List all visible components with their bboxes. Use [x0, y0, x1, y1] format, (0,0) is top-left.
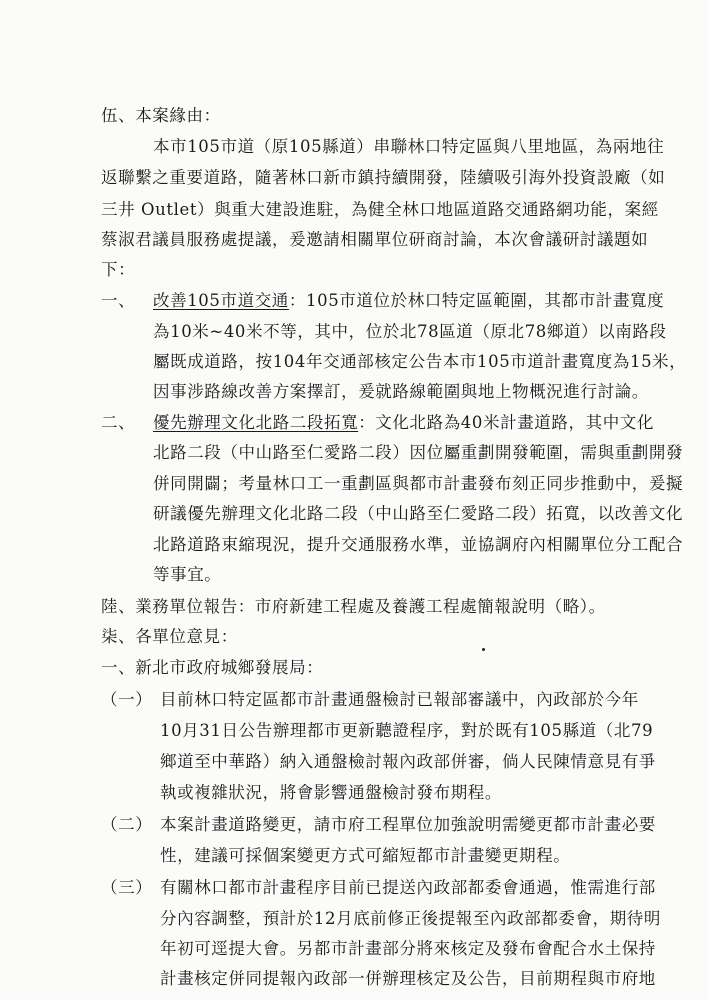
sub-1-line: 鄉道至中華路）納入通盤檢討報內政部併審，倘人民陳情意見有爭	[160, 752, 656, 771]
item-1-text: ：105市道位於林口特定區範圍，其都市計畫寬度	[288, 291, 665, 310]
item-1-title: 改善105市道交通	[153, 291, 289, 310]
paragraph-line: 下：	[101, 260, 136, 279]
paragraph-line: 本市105市道（原105縣道）串聯林口特定區與八里地區，為兩地往	[153, 137, 665, 156]
item-2-line	[153, 413, 654, 433]
scan-speck	[482, 648, 485, 651]
sub-marker: （二）	[101, 815, 153, 834]
sub-1-line: 目前林口特定區都市計畫通盤檢討已報部審議中，內政部於今年	[160, 690, 639, 709]
item-2-title: 優先辦理文化北路二段拓寬	[153, 413, 359, 432]
opinion-heading: 一、新北市政府城鄉發展局：	[101, 658, 324, 677]
item-1-line: 因事涉路線改善方案擇訂，爰就路線範圍與地上物概況進行討論。	[153, 382, 649, 401]
paragraph-line: 三井 Outlet）與重大建設進駐，為健全林口地區道路交通路網功能，案經	[101, 200, 659, 219]
item-1-line	[153, 291, 664, 311]
item-2-line: 北路二段（中山路至仁愛路二段）因位屬重劃開發範圍，需與重劃開發	[153, 443, 684, 462]
sub-marker: （一）	[101, 690, 153, 709]
item-2-text: ：文化北路為40米計畫道路，其中文化	[358, 413, 654, 432]
sub-3-line: 計畫核定併同提報內政部一併辦理核定及公告，目前期程與市府地	[160, 969, 656, 988]
sub-3-line: 分內容調整，預計於12月底前修正後提報至內政部都委會，期待明	[160, 909, 661, 928]
section-heading-7: 柒、各單位意見：	[101, 627, 238, 646]
item-2-line: 併同開闢；考量林口工一重劃區與都市計畫發布刻正同步推動中，爰擬	[153, 474, 684, 493]
item-2-line: 等事宜。	[153, 565, 222, 584]
section-heading-5: 伍、本案緣由：	[101, 106, 221, 125]
item-1-line: 屬既成道路，按104年交通部核定公告本市105市道計畫寬度為15米，	[153, 352, 687, 371]
item-marker: 一、	[101, 291, 136, 310]
item-2-line: 研議優先辦理文化北路二段（中山路至仁愛路二段）拓寬，以改善文化	[153, 504, 684, 523]
sub-2-line: 性，建議可採個案變更方式可縮短都市計畫變更期程。	[160, 846, 571, 865]
section-heading-6: 陸、業務單位報告：市府新建工程處及養護工程處簡報說明（略）。	[101, 597, 606, 616]
paragraph-line: 返聯繫之重要道路，隨著林口新市鎮持續開發，陸續吸引海外投資設廠（如	[101, 168, 666, 187]
sub-1-line: 執或複雜狀況，將會影響通盤檢討發布期程。	[160, 783, 502, 802]
sub-3-line: 有關林口都市計畫程序目前已提送內政部都委會通過，惟需進行部	[160, 878, 656, 897]
sub-2-line: 本案計畫道路變更，請市府工程單位加強說明需變更都市計畫必要	[160, 815, 656, 834]
sub-3-line: 年初可逕提大會。另都市計畫部分將來核定及發布會配合水土保持	[160, 939, 656, 958]
paragraph-line: 蔡淑君議員服務處提議，爰邀請相關單位研商討論，本次會議研討議題如	[101, 230, 649, 249]
sub-1-line: 10月31日公告辦理都市更新聽證程序，對於既有105縣道（北79	[160, 721, 654, 740]
item-marker: 二、	[101, 413, 136, 432]
item-2-line: 北路道路束縮現況，提升交通服務水準，並協調府內相關單位分工配合	[153, 535, 684, 554]
item-1-line: 為10米~40米不等，其中，位於北78區道（原北78鄉道）以南路段	[153, 322, 667, 341]
sub-marker: （三）	[101, 878, 153, 897]
